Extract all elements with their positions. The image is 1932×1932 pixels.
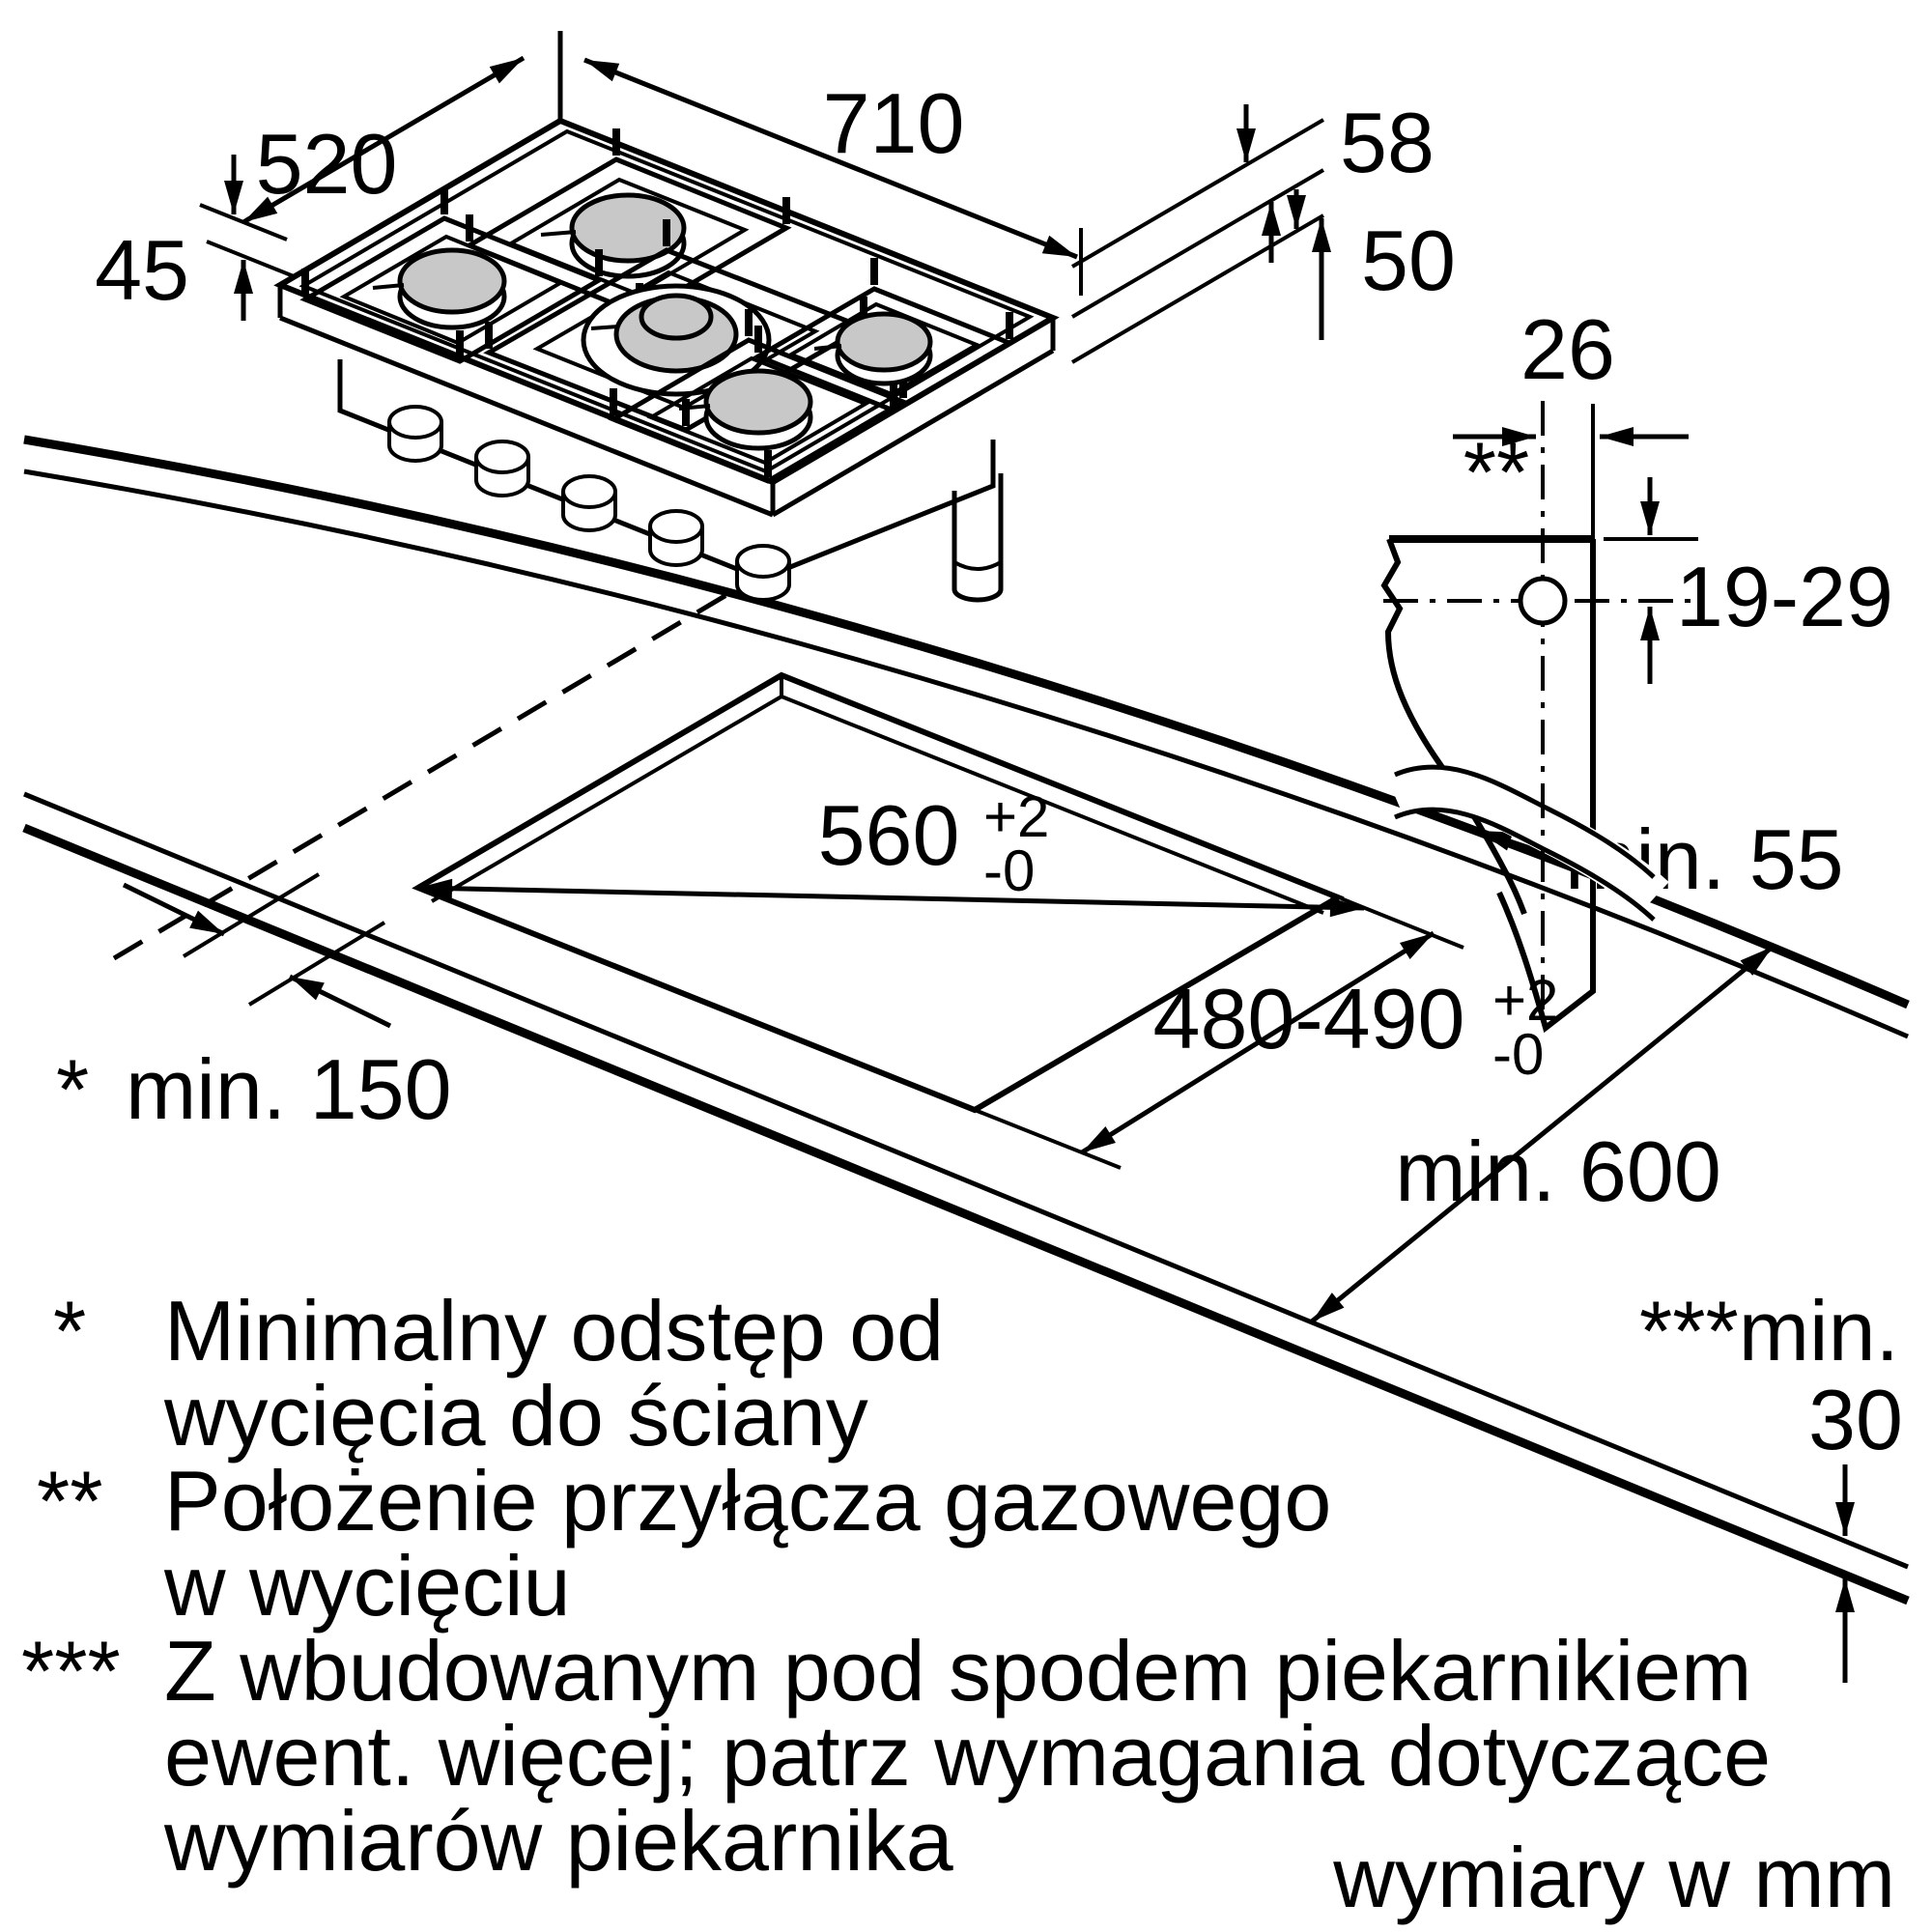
dim-label-min30-head: ***min. <box>1639 1283 1899 1378</box>
dim-label-min600: min. 600 <box>1395 1123 1721 1219</box>
dim-label-min150: min. 150 <box>126 1041 452 1137</box>
dim-label-710: 710 <box>822 75 965 171</box>
footnote-1-line2: wycięcia do ściany <box>164 1368 868 1463</box>
gas-connection-hole <box>1520 579 1565 623</box>
knob <box>563 476 615 530</box>
dim-label-45: 45 <box>95 222 189 318</box>
footnote-3-marker: *** <box>21 1623 121 1719</box>
footnote-1-marker: * <box>53 1283 87 1378</box>
dim-label-560-sub: -0 <box>983 838 1036 903</box>
footnote-2-line1: Położenie przyłącza gazowego <box>164 1453 1332 1548</box>
dim-label-520: 520 <box>255 116 398 212</box>
dim-label-560: 560 <box>817 787 960 883</box>
footnote-3-line1: Z wbudowanym pod spodem piekarnikiem <box>164 1623 1752 1719</box>
dim-label-50: 50 <box>1361 213 1456 308</box>
dim-label-480-sub: -0 <box>1492 1022 1545 1087</box>
dim-label-26: 26 <box>1520 301 1615 397</box>
footnote-3-line2: ewent. więcej; patrz wymagania dotyczące <box>164 1708 1772 1804</box>
footnote-1-line1: Minimalny odstęp od <box>164 1283 945 1378</box>
units-note: wymiary w mm <box>1333 1830 1895 1925</box>
gas-marker-label: ** <box>1463 424 1530 520</box>
dim-label-560-sup: +2 <box>983 784 1050 849</box>
footnote-2-line2: w wycięciu <box>164 1538 571 1634</box>
dim-label-58: 58 <box>1340 95 1435 190</box>
dim-label-480-490: 480-490 <box>1152 971 1465 1066</box>
knob <box>650 511 702 565</box>
footnote-3-line3: wymiarów piekarnika <box>164 1793 953 1889</box>
knob <box>389 407 441 461</box>
dim-label-min150-star: * <box>56 1041 90 1137</box>
dim-label-min55: min. 55 <box>1565 811 1844 907</box>
knob <box>476 441 528 496</box>
footnote-2-marker: ** <box>37 1453 103 1548</box>
dim-label-480-sup: +2 <box>1492 968 1559 1033</box>
dim-label-19-29: 19-29 <box>1675 549 1893 644</box>
knob <box>737 546 789 600</box>
dim-label-min30-value: 30 <box>1808 1372 1903 1467</box>
